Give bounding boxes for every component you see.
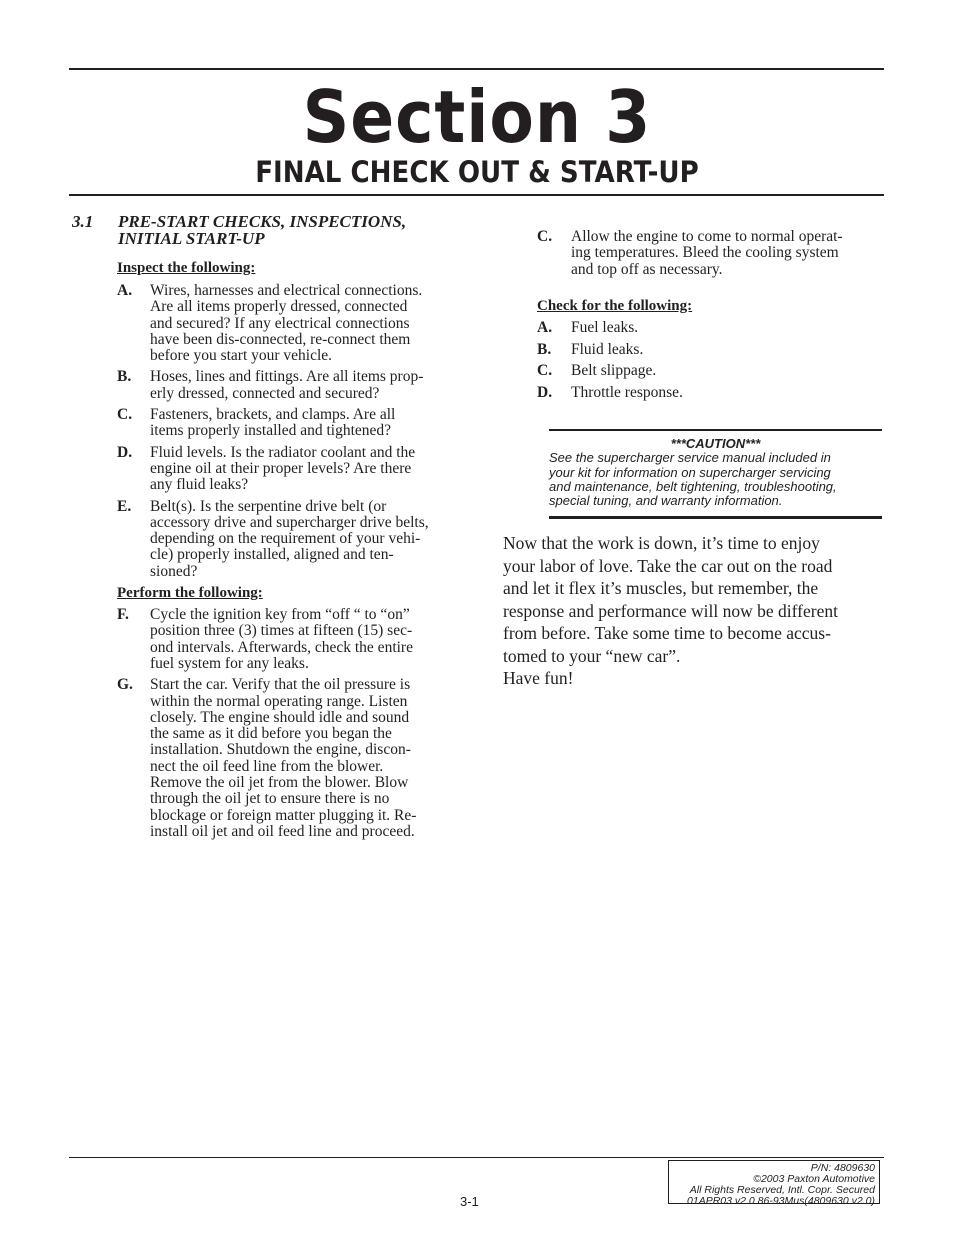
list-item: G. Start the car. Verify that the oil pressure is within the normal operating range. Listen closely. The engine should idle and sound the same as it did before you began the installation. Shutdown the engine, discon- nect the oil feed line from the blower. Remove the oil jet from the blower. Blow through the oil jet to ensure there is no blockage or foreign matter plugging it. Re- install oil jet and oil feed line and proceed. — [117, 676, 417, 840]
list-item: C. Fasteners, brackets, and clamps. Are all items properly installed and tightened? — [117, 406, 396, 440]
list-item: A. Fuel leaks. — [537, 318, 639, 336]
list-item: D. Fluid levels. Is the radiator coolant and the engine oil at their proper levels? Are there any fluid leaks? — [117, 443, 416, 494]
list-item: E. Belt(s). Is the serpentine drive belt (or accessory drive and supercharger drive belts, depending on the requirement of your vehi- cle) properly installed, aligned and ten- sioned? — [117, 497, 429, 580]
inspect-label: Inspect the following: — [117, 260, 256, 276]
footer-info-box: P/N: 4809630 ©2003 Paxton Automotive All Rights Reserved, Intl. Copr. Secured 01APR03 v2.0 86-93Mus(4809630 v2.0) — [668, 1160, 880, 1204]
section-title: Section 3 — [302, 75, 652, 159]
section-heading — [72, 213, 467, 247]
page-number: 3-1 — [460, 1194, 479, 1209]
list-item: D. Throttle response. — [537, 384, 683, 402]
list-item: A. Wires, harnesses and electrical connections. Are all items properly dressed, connected and secured? If any electrical connections have been dis-connected, re-connect them before you start your vehicle. — [117, 282, 423, 365]
left-column — [72, 213, 467, 840]
perform-label: Perform the following: — [117, 585, 263, 602]
heading-line: INITIAL START-UP — [118, 229, 265, 248]
closing-paragraph: Now that the work is down, it’s time to enjoy your labor of love. Take the car out on the road and let it flex it’s muscles, but remember, the response and performance will now be different from before. Take some time to become accus- tomed to your “new car”. Have fun! — [503, 533, 838, 688]
header-rule — [69, 194, 884, 196]
list-item: B. Fluid leaks. — [537, 340, 644, 358]
caution-box — [549, 429, 882, 519]
right-column — [537, 229, 882, 402]
list-item: C. Belt slippage. — [537, 362, 657, 380]
list-item: F. Cycle the ignition key from “off “ to “on” position three (3) times at fifteen (15) sec- ond intervals. Afterwards, check the entire fuel system for any leaks. — [117, 606, 413, 672]
list-item: C. Allow the engine to come to normal operat- ing temperatures. Bleed the cooling system and top off as necessary. — [537, 228, 843, 278]
caution-text: See the supercharger service manual included in your kit for information on supercharger servicing and maintenance, belt tightening, troubleshooting, special tuning, and warranty information. — [549, 450, 837, 509]
list-item: B. Hoses, lines and fittings. Are all items prop- erly dressed, connected and secured? — [117, 368, 424, 402]
heading-line: PRE-START CHECKS, INSPECTIONS, — [118, 212, 407, 231]
top-rule — [69, 68, 884, 70]
footer-rule — [69, 1157, 884, 1158]
section-number: 3.1 — [72, 212, 94, 231]
caution-title: ***CAUTION*** — [670, 436, 761, 451]
section-subtitle: FINAL CHECK OUT & START-UP — [255, 155, 699, 189]
check-label: Check for the following: — [537, 297, 693, 314]
